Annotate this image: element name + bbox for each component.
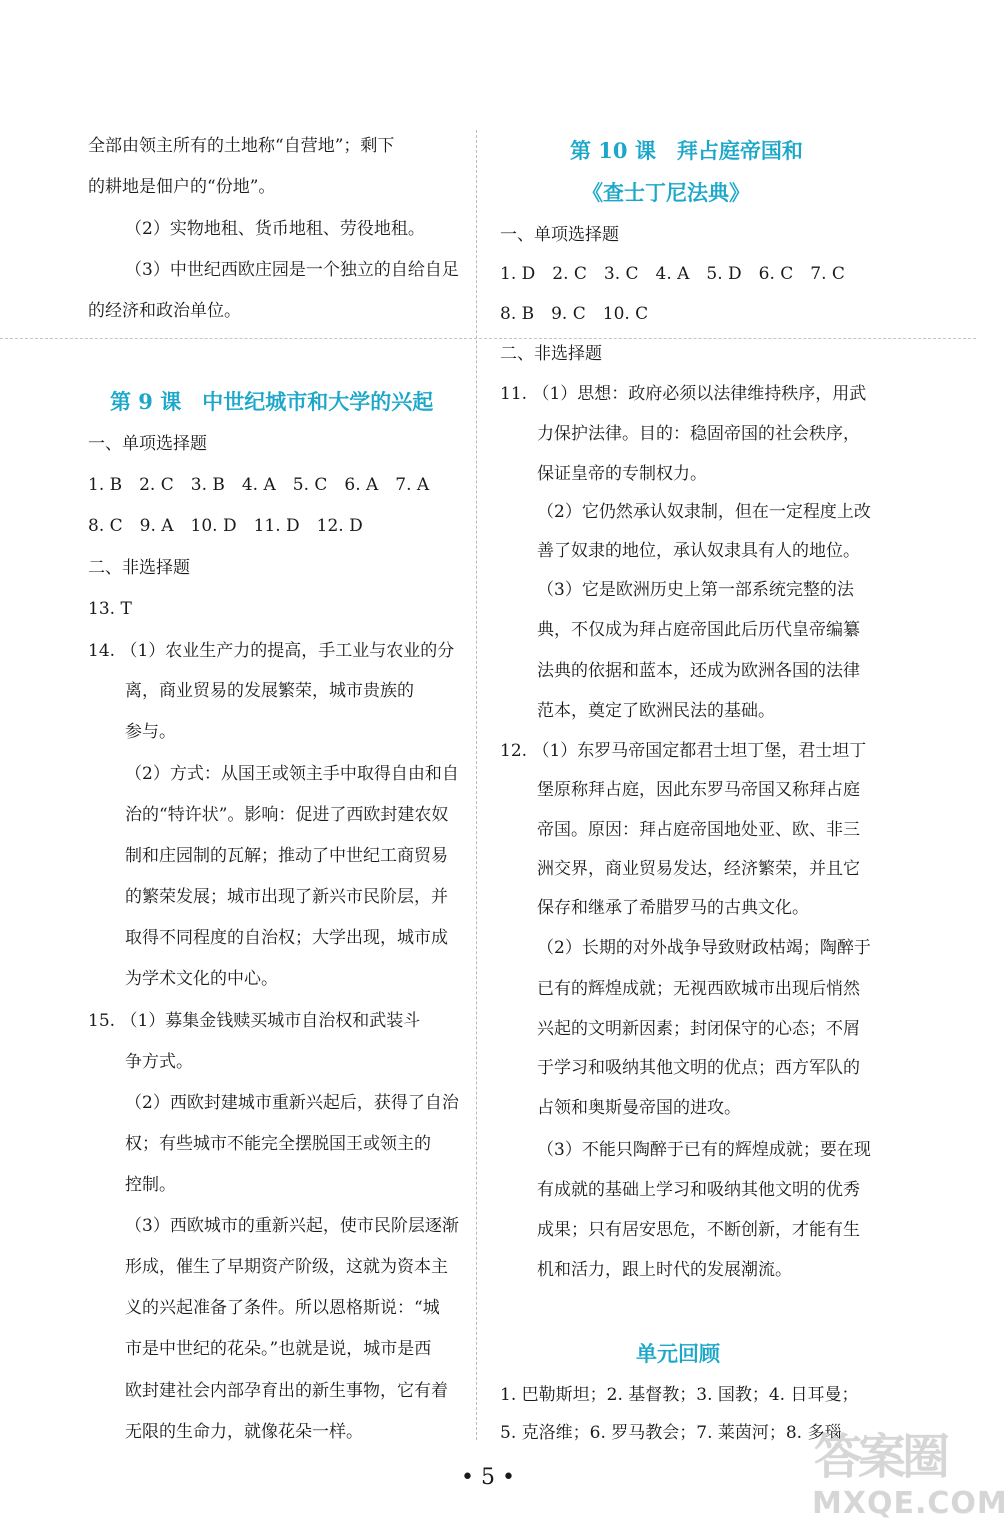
- answer-line: 12. （1）东罗马帝国定都君士坦丁堡，君士坦丁: [500, 741, 867, 761]
- lesson-10-title-sub: 《查士丁尼法典》: [582, 180, 750, 205]
- answer-line: 参与。: [125, 722, 176, 742]
- section-heading: 二、非选择题: [500, 344, 602, 364]
- answer-line: 1. B 2. C 3. B 4. A 5. C 6. A 7. A: [88, 475, 430, 495]
- answer-line: 13. T: [88, 599, 132, 619]
- answer-line: （3）不能只陶醉于已有的辉煌成就；要在现: [537, 1140, 871, 1160]
- section-heading: 一、单项选择题: [500, 225, 619, 245]
- answer-line: 取得不同程度的自治权；大学出现，城市成: [125, 928, 448, 948]
- page-number: • 5 •: [461, 1465, 515, 1490]
- answer-line: 治的“特许状”。影响：促进了西欧封建农奴: [125, 805, 449, 825]
- text-line: 的经济和政治单位。: [88, 301, 241, 321]
- answer-line: 典，不仅成为拜占庭帝国此后历代皇帝编纂: [537, 620, 860, 640]
- answer-line: 欧封建社会内部孕育出的新生事物，它有着: [125, 1381, 448, 1401]
- text-line: （3）中世纪西欧庄园是一个独立的自给自足: [125, 260, 459, 280]
- answer-line: 1. D 2. C 3. C 4. A 5. D 6. C 7. C: [500, 264, 845, 284]
- answer-line: 15. （1）募集金钱赎买城市自治权和武装斗: [88, 1011, 421, 1031]
- answer-line: 8. C 9. A 10. D 11. D 12. D: [88, 516, 363, 536]
- answer-line: 市是中世纪的花朵。”也就是说，城市是西: [125, 1339, 432, 1359]
- section-heading: 二、非选择题: [88, 558, 190, 578]
- answer-line: （2）它仍然承认奴隶制，但在一定程度上改: [537, 502, 871, 522]
- answer-line: 5. 克洛维；6. 罗马教会；7. 莱茵河；8. 多瑙: [500, 1423, 842, 1443]
- answer-line: 已有的辉煌成就；无视西欧城市出现后悄然: [537, 979, 860, 999]
- answer-line: 成果；只有居安思危，不断创新，才能有生: [537, 1220, 860, 1240]
- answer-line: 力保护法律。目的：稳固帝国的社会秩序，: [537, 424, 860, 444]
- answer-line: 机和活力，跟上时代的发展潮流。: [537, 1260, 792, 1280]
- unit-review-title: 单元回顾: [636, 1341, 720, 1366]
- answer-line: 善了奴隶的地位，承认奴隶具有人的地位。: [537, 541, 860, 561]
- answer-line: （2）长期的对外战争导致财政枯竭；陶醉于: [537, 938, 871, 958]
- answer-line: 11. （1）思想：政府必须以法律维持秩序，用武: [500, 384, 867, 404]
- answer-line: 保证皇帝的专制权力。: [537, 464, 707, 484]
- answer-line: （2）西欧封建城市重新兴起后，获得了自治: [125, 1093, 459, 1113]
- answer-line: 14. （1）农业生产力的提高，手工业与农业的分: [88, 641, 455, 661]
- answer-line: 控制。: [125, 1175, 176, 1195]
- text-line: （2）实物地租、货币地租、劳役地租。: [125, 219, 425, 239]
- text-line: 全部由领主所有的土地称“自营地”；剩下: [88, 136, 395, 156]
- answer-line: 义的兴起准备了条件。所以恩格斯说：“城: [125, 1298, 440, 1318]
- answer-line: （2）方式：从国王或领主手中取得自由和自: [125, 764, 459, 784]
- answer-line: 无限的生命力，就像花朵一样。: [125, 1422, 363, 1442]
- answer-line: 占领和奥斯曼帝国的进攻。: [537, 1098, 741, 1118]
- section-divider: [0, 338, 976, 339]
- text-line: 的耕地是佃户的“份地”。: [88, 177, 276, 197]
- answer-line: 有成就的基础上学习和吸纳其他文明的优秀: [537, 1180, 860, 1200]
- lesson-10-title: 第 10 课 拜占庭帝国和: [570, 138, 803, 163]
- answer-line: 8. B 9. C 10. C: [500, 304, 649, 324]
- answer-line: 离，商业贸易的发展繁荣，城市贵族的: [125, 681, 414, 701]
- answer-line: 于学习和吸纳其他文明的优点；西方军队的: [537, 1058, 860, 1078]
- answer-line: 洲交界，商业贸易发达，经济繁荣，并且它: [537, 859, 860, 879]
- lesson-9-title: 第 9 课 中世纪城市和大学的兴起: [110, 389, 434, 414]
- answer-line: （3）它是欧洲历史上第一部系统完整的法: [537, 580, 854, 600]
- column-divider: [476, 130, 477, 1440]
- answer-line: 为学术文化的中心。: [125, 969, 278, 989]
- answer-line: 兴起的文明新因素；封闭保守的心态；不屑: [537, 1019, 860, 1039]
- answer-line: 保存和继承了希腊罗马的古典文化。: [537, 898, 809, 918]
- answer-line: 范本，奠定了欧洲民法的基础。: [537, 701, 775, 721]
- answer-line: 法典的依据和蓝本，还成为欧洲各国的法律: [537, 661, 860, 681]
- answer-line: 1. 巴勒斯坦；2. 基督教；3. 国教；4. 日耳曼；: [500, 1385, 859, 1405]
- answer-line: （3）西欧城市的重新兴起，使市民阶层逐渐: [125, 1216, 459, 1236]
- answer-line: 堡原称拜占庭，因此东罗马帝国又称拜占庭: [537, 780, 860, 800]
- answer-line: 的繁荣发展；城市出现了新兴市民阶层，并: [125, 887, 448, 907]
- section-heading: 一、单项选择题: [88, 434, 207, 454]
- watermark-logo: 答案圈 MXQE.COM: [812, 1429, 1008, 1521]
- answer-line: 制和庄园制的瓦解；推动了中世纪工商贸易: [125, 846, 448, 866]
- answer-line: 帝国。原因：拜占庭帝国地处亚、欧、非三: [537, 820, 860, 840]
- answer-line: 争方式。: [125, 1052, 193, 1072]
- answer-line: 形成，催生了早期资产阶级，这就为资本主: [125, 1257, 448, 1277]
- answer-line: 权；有些城市不能完全摆脱国王或领主的: [125, 1134, 431, 1154]
